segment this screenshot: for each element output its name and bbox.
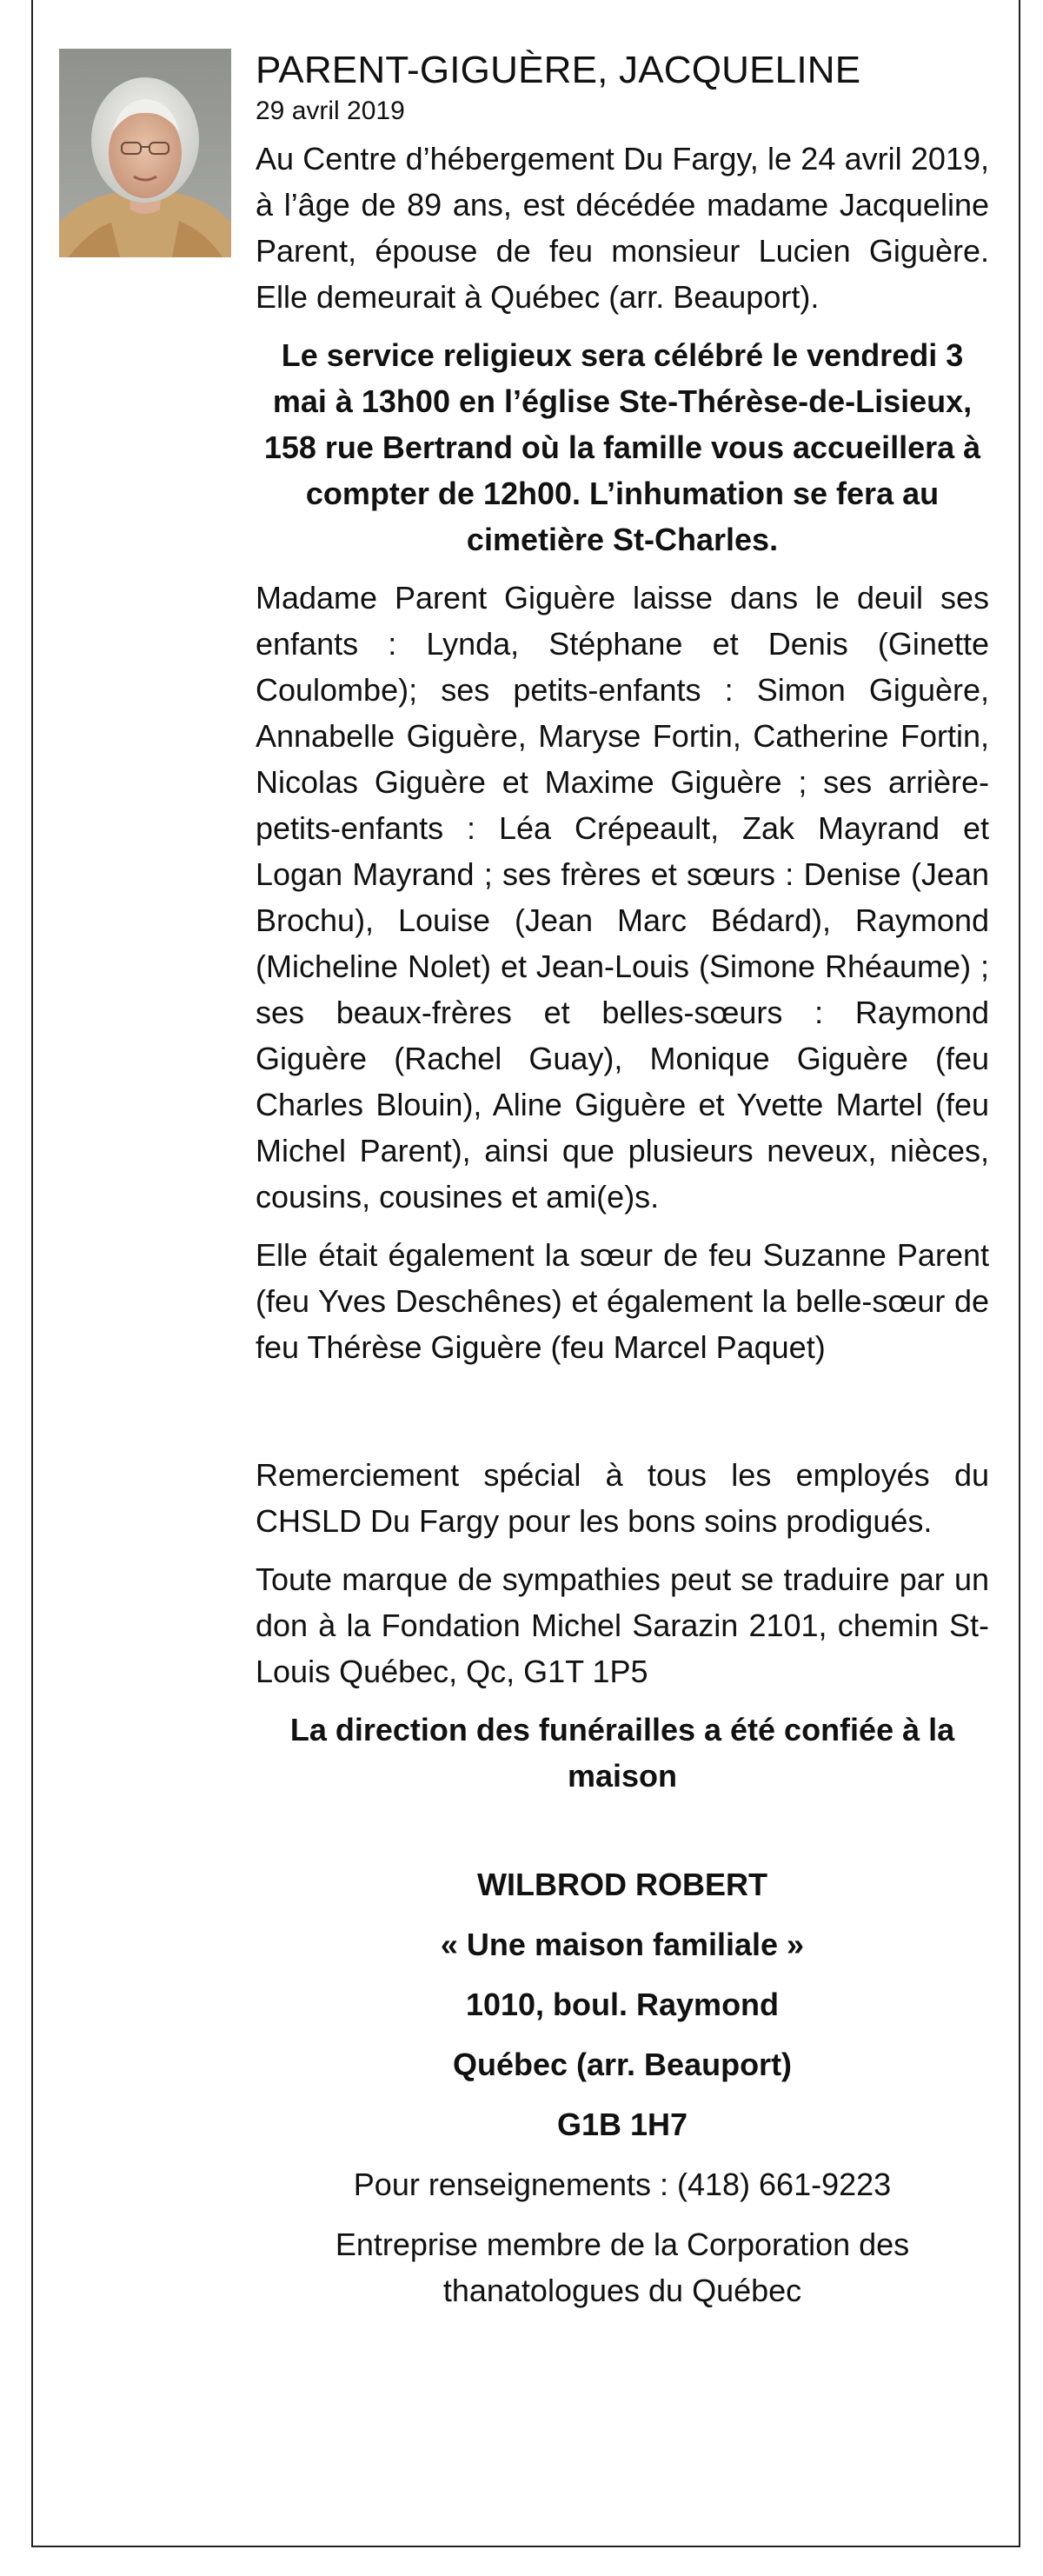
sister-paragraph: Elle était également la sœur de feu Suzanne Parent (feu Yves Deschênes) et également la belle-sœur de feu Thérèse Giguère (feu Marcel Paquet) bbox=[256, 1237, 989, 1365]
obituary-content bbox=[256, 45, 989, 2313]
funeral-home-address: 1010, boul. Raymond bbox=[465, 1987, 780, 2022]
deceased-name: PARENT-GIGUÈRE, JACQUELINE bbox=[256, 49, 861, 91]
intro-paragraph: Au Centre d’hébergement Du Fargy, le 24 avril 2019, à l’âge de 89 ans, est décédée madame Jacqueline Parent, épouse de feu monsieur Lucien Giguère. Elle demeurait à Québec (arr. Beauport). bbox=[256, 141, 989, 315]
funeral-home-slogan: « Une maison familiale » bbox=[440, 1927, 805, 1962]
funeral-home-city: Québec (arr. Beauport) bbox=[452, 2047, 793, 2082]
funeral-home-name: WILBROD ROBERT bbox=[477, 1867, 767, 1902]
publication-date: 29 avril 2019 bbox=[256, 97, 405, 125]
thanks-paragraph: Remerciement spécial à tous les employés du CHSLD Du Fargy pour les bons soins prodigués. bbox=[256, 1457, 989, 1539]
donation-paragraph: Toute marque de sympathies peut se traduire par un don à la Fondation Michel Sarazin 2101, chemin St-Louis Québec, Qc, G1T 1P5 bbox=[256, 1561, 989, 1689]
spacer bbox=[256, 1811, 989, 1861]
funeral-home-membership: Entreprise membre de la Corporation des thanatologues du Québec bbox=[335, 2227, 910, 2308]
portrait-icon bbox=[59, 49, 231, 257]
funeral-home-phone: Pour renseignements : (418) 661-9223 bbox=[353, 2167, 892, 2202]
portrait-photo bbox=[59, 49, 231, 257]
family-paragraph: Madame Parent Giguère laisse dans le deuil ses enfants : Lynda, Stéphane et Denis (Ginette Coulombe); ses petits-enfants : Simon Giguère, Annabelle Giguère, Maryse Fortin, Catherine Fortin, Nicolas Giguère et Maxime Giguère ; ses arrière-petits-enfants : Léa Crépeault, Zak Mayrand et Logan Mayrand ; ses frères et sœurs : Denise (Jean Brochu), Louise (Jean Marc Bédard), Raymond (Micheline Nolet) et Jean-Louis (Simone Rhéaume) ; ses beaux-frères et belles-sœurs : Raymond Giguère (Rachel Guay), Monique Giguère (feu Charles Blouin), Aline Giguère et Yvette Martel (feu Michel Parent), ainsi que plusieurs neveux, nièces, cousins, cousines et ami(e)s. bbox=[256, 580, 989, 1215]
spacer bbox=[256, 1382, 989, 1452]
service-paragraph: Le service religieux sera célébré le vendredi 3 mai à 13h00 en l’église Ste-Thérèse-de-Lisieux, 158 rue Bertrand où la famille vous accueillera à compter de 12h00. L’inhumation se fera au cimetière St-Charles. bbox=[263, 337, 981, 557]
funeral-home-postal: G1B 1H7 bbox=[556, 2107, 688, 2142]
funeral-direction-paragraph: La direction des funérailles a été confiée à la maison bbox=[289, 1712, 955, 1794]
